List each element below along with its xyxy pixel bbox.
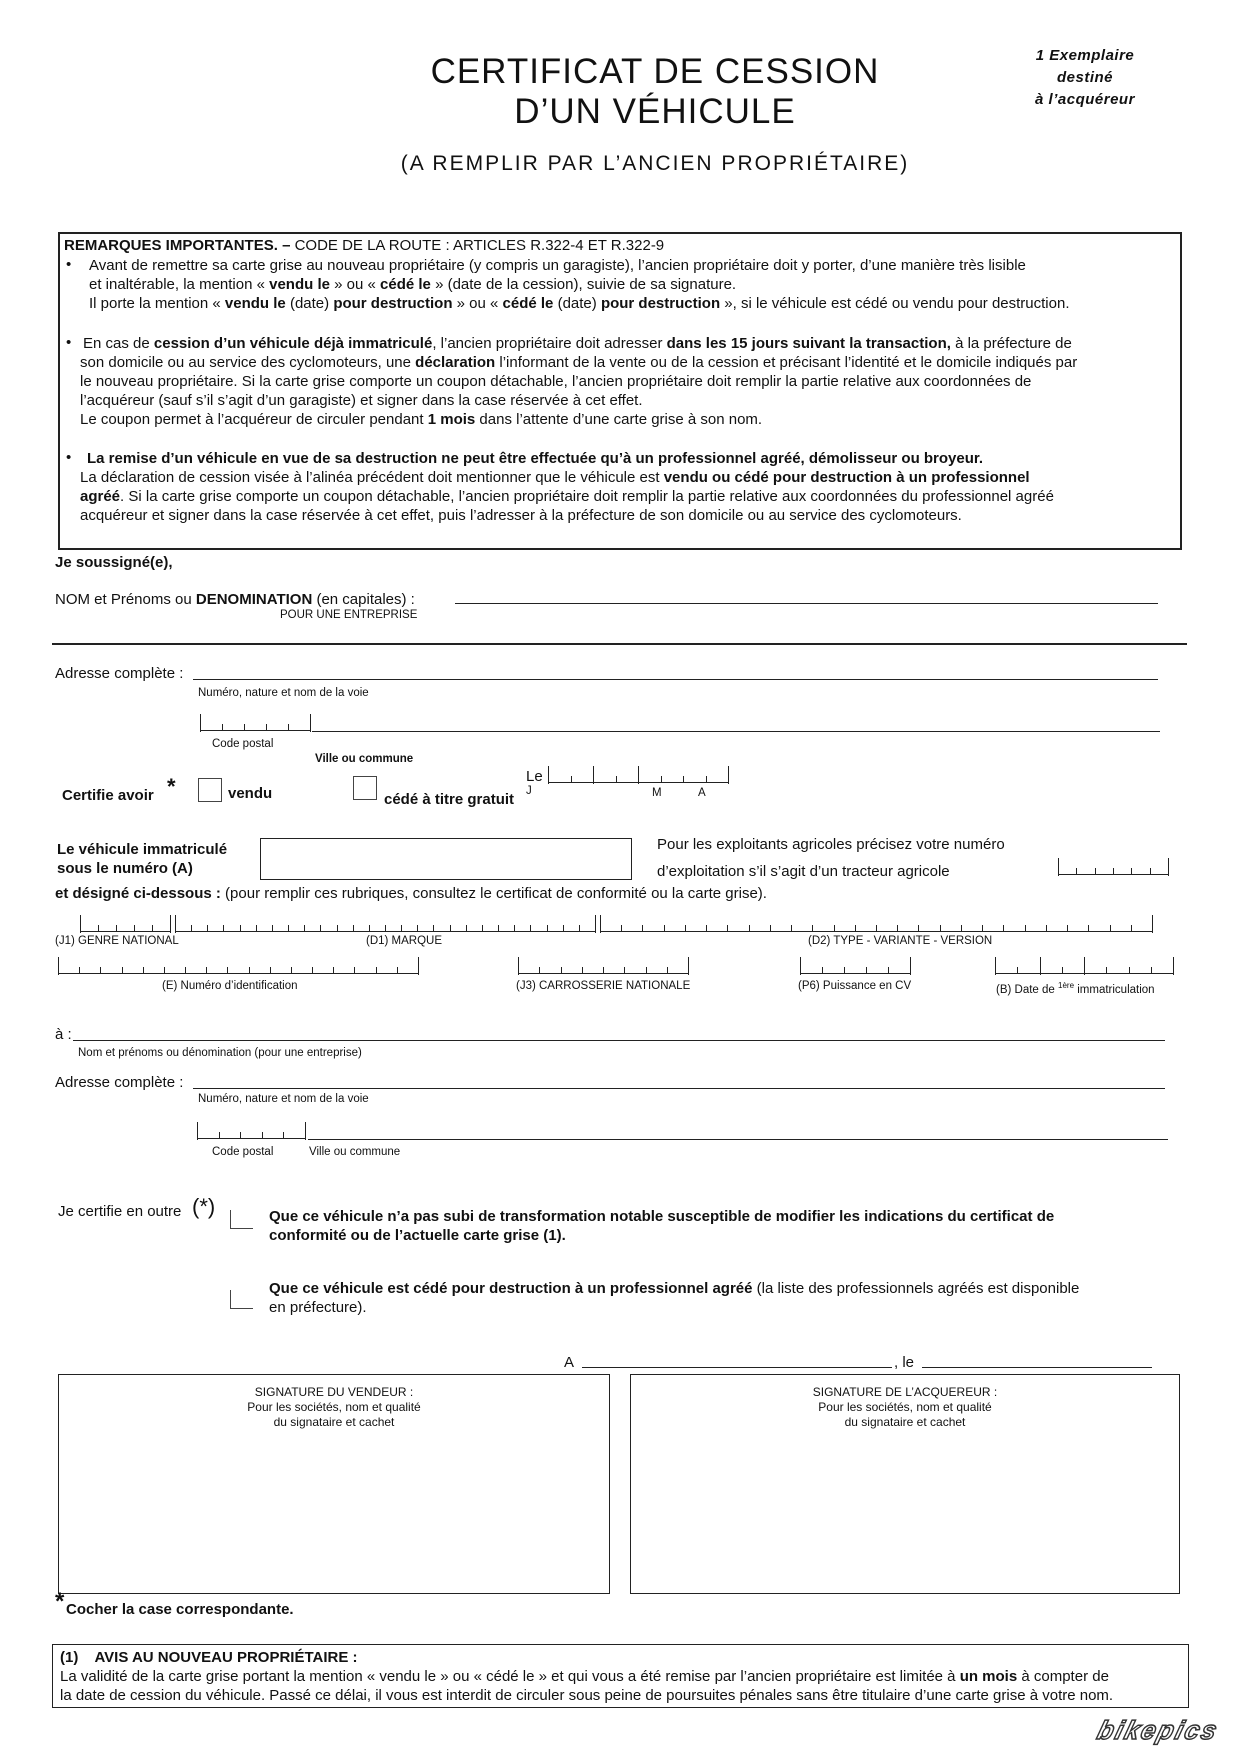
comb-tick [1076,868,1077,874]
comb-tick [100,967,101,973]
comb-tick [320,925,321,931]
comb-tick [530,925,531,931]
comb-tick [206,967,207,973]
comb-tick [98,925,99,931]
registration-number-field[interactable] [260,838,632,880]
comb-tick [288,925,289,931]
comb-tick [134,925,135,931]
comb-tick [240,925,241,931]
remark-2-line-5: Le coupon permet à l’acquéreur de circuler pendant 1 mois dans l’attente d’une carte grise à son nom. [80,411,763,428]
comb-edge [595,915,596,933]
buyer-address-label: Adresse complète : [55,1074,184,1091]
comb-tick [291,967,292,973]
cede-label: cédé à titre gratuit [384,791,515,808]
bullet-2: • [66,334,72,351]
seller-voie-hint: Numéro, nature et nom de la voie [198,687,369,699]
d1-label: (D1) MARQUE [366,935,443,947]
comb-tick [244,724,245,730]
comb-edge [170,915,171,933]
asterisk-mark: * [167,774,176,799]
designe-label: et désigné ci-dessous : (pour remplir ces rubriques, consultez le certificat de conformité ou la carte grise). [55,885,767,902]
section-divider [52,643,1187,645]
type-variante-version-field[interactable] [600,915,1152,933]
comb-tick [749,925,750,931]
signature-place-field[interactable] [582,1367,892,1368]
remark-1-line-2: et inaltérable, la mention « vendu le » ou « cédé le » (date de la cession), suivie de sa signature. [89,276,737,293]
signature-place-label: A [564,1354,575,1371]
comb-tick [417,925,418,931]
marque-field[interactable] [175,915,595,933]
comb-tick [621,925,622,931]
footer-asterisk: * [55,1588,65,1615]
comb-tick [646,967,647,973]
comb-tick [266,724,267,730]
remark-3-line-2: La déclaration de cession visée à l’alinéa précédent doit mentionner que le véhicule est vendu ou cédé pour destruction à un professionnel [80,469,1030,486]
remark-2-line-2: son domicile ou au service des cyclomoteurs, une déclaration l’informant de la vente ou de la cession et précisant l’identité et le domicile indiqués par [80,354,1078,371]
seller-signature-hint-2: du signataire et cachet [273,1415,395,1429]
comb-tick [683,776,684,782]
outre-asterisk-mark: (*) [192,1194,216,1219]
destruction-line-2: en préfecture). [269,1299,367,1316]
comb-tick [222,724,223,730]
comb-tick [283,1132,284,1138]
page-subtitle: (A REMPLIR PAR L’ANCIEN PROPRIÉTAIRE) [400,152,910,175]
comb-edge [1084,957,1085,975]
comb-tick [498,925,499,931]
comb-tick [579,925,580,931]
comb-edge [593,766,594,784]
comb-tick [369,925,370,931]
comb-baseline [197,1122,305,1139]
date-j-label: J [526,785,532,797]
seller-address-label: Adresse complète : [55,665,184,682]
comb-tick [1095,868,1096,874]
no-transformation-line-2: conformité ou de l’actuelle carte grise (1). [269,1227,566,1244]
comb-tick [918,925,919,931]
comb-tick [844,967,845,973]
comb-tick [219,1132,220,1138]
bullet-3: • [66,449,72,466]
remark-3-line-3: agréé. Si la carte grise comporte un coupon détachable, l’ancien propriétaire doit remplir la partie relative aux coordonnées du professionnel agréé [80,488,1054,505]
comb-tick [143,967,144,973]
comb-edge [518,957,519,975]
comb-tick [385,925,386,931]
comb-edge [175,915,176,933]
comb-edge [600,915,601,933]
comb-edge [1168,858,1169,876]
comb-tick [616,776,617,782]
remark-2-line-4: l’acquéreur (sauf s’il s’agit d’un garagiste) et signer dans la case réservée à cet effet. [80,392,643,409]
remarks-heading-bold: REMARQUES IMPORTANTES. – [64,237,291,254]
agri-note-line-2: d’exploitation s’il s’agit d’un tracteur agricole [657,863,950,880]
avis-line-1: La validité de la carte grise portant la mention « vendu le » ou « cédé le » et qui vous a été remise par l’ancien propriétaire est limitée à un mois à compter de [60,1668,1109,1685]
pour-entreprise-hint: POUR UNE ENTREPRISE [280,609,418,621]
remark-3-line-1: La remise d’un véhicule en vue de sa destruction ne peut être effectuée qu’à un professionnel agréé, démolisseur ou broyeur. [87,450,984,467]
remark-3-line-4: acquéreur et signer dans la case réservée à cet effet, puis l’adresser à la préfecture de son domicile ou au service des cyclomoteurs. [80,507,962,524]
comb-baseline [800,957,910,974]
comb-tick [333,967,334,973]
comb-edge [200,714,201,732]
b-label: (B) Date de $^{1ère}$ immatriculation [996,981,1155,996]
no-transformation-line-1: Que ce véhicule n’a pas subi de transformation notable susceptible de modifier les indications du certificat de [269,1208,1055,1225]
buyer-a-label: à : [55,1026,72,1043]
comb-tick [791,925,792,931]
avis-heading: (1) AVIS AU NOUVEAU PROPRIÉTAIRE : [60,1649,358,1666]
remark-2-line-1: En cas de cession d’un véhicule déjà immatriculé, l’ancien propriétaire doit adresser dans les 15 jours suivant la transaction, à la préfecture de [83,335,1072,352]
comb-tick [982,925,983,931]
comb-tick [547,925,548,931]
comb-tick [1106,967,1107,973]
comb-tick [240,1132,241,1138]
date-m-label: M [652,787,662,799]
comb-tick [940,925,941,931]
genre-national-field[interactable] [80,915,170,933]
exemplaire-line-1: 1 Exemplaire [1035,47,1135,64]
buyer-address-field[interactable] [193,1088,1165,1089]
buyer-name-field[interactable] [73,1040,1165,1041]
exemplaire-line-3: à l’acquéreur [1035,91,1135,108]
comb-tick [272,925,273,931]
comb-tick [1046,925,1047,931]
comb-tick [152,925,153,931]
comb-baseline [200,714,310,731]
comb-edge [688,957,689,975]
je-soussigne-label: Je soussigné(e), [55,554,173,571]
comb-tick [191,925,192,931]
comb-tick [207,925,208,931]
comb-tick [466,925,467,931]
comb-tick [116,925,117,931]
comb-tick [706,776,707,782]
comb-tick [401,925,402,931]
comb-tick [812,925,813,931]
comb-tick [727,925,728,931]
buyer-postal-code-field[interactable] [197,1122,305,1140]
seller-signature-box[interactable] [58,1374,610,1594]
comb-tick [353,925,354,931]
comb-tick [706,925,707,931]
comb-edge [80,915,81,933]
comb-edge [800,957,801,975]
comb-edge [1152,915,1153,933]
comb-tick [433,925,434,931]
e-label: (E) Numéro d’identification [162,980,298,992]
comb-tick [642,925,643,931]
comb-tick [582,967,583,973]
copy-destination-note [1005,45,1165,111]
j3-label: (J3) CARROSSERIE NATIONALE [516,980,691,992]
seller-address-field[interactable] [193,679,1158,680]
immat-label-line-2: sous le numéro (A) [57,860,193,877]
comb-tick [1113,868,1114,874]
comb-tick [1003,925,1004,931]
signature-date-label: , le [894,1354,915,1371]
buyer-city-field[interactable] [308,1139,1168,1140]
seller-signature-hint-1: Pour les sociétés, nom et qualité [247,1400,421,1414]
comb-tick [397,967,398,973]
destruction-line-1: Que ce véhicule est cédé pour destruction à un professionnel agréé (la liste des professionnels agréés est disponible [269,1280,1080,1297]
comb-tick [249,967,250,973]
comb-tick [164,967,165,973]
comb-edge [728,766,729,784]
comb-tick [539,967,540,973]
agri-note-line-1: Pour les exploitants agricoles précisez votre numéro [657,836,1005,853]
vendu-label: vendu [228,785,273,802]
p6-label: (P6) Puissance en CV [798,980,912,992]
exemplaire-line-2: destiné [1056,69,1113,86]
comb-tick [337,925,338,931]
remark-2-line-3: le nouveau propriétaire. Si la carte grise comporte un coupon détachable, l’ancien propriétaire doit remplir la partie relative aux coordonnées de [80,373,1032,390]
comb-edge [1058,858,1059,876]
seller-postal-code-field[interactable] [200,714,310,732]
seller-city-field[interactable] [312,731,1160,732]
comb-tick [822,967,823,973]
destruction-checkbox[interactable] [230,1290,253,1309]
comb-tick [1131,868,1132,874]
comb-tick [223,925,224,931]
comb-edge [1040,957,1041,975]
comb-edge [310,714,311,732]
comb-edge [1173,957,1174,975]
comb-tick [1025,925,1026,931]
certifie-outre-label: Je certifie en outre [58,1203,182,1220]
agri-number-field[interactable] [1058,858,1168,876]
comb-baseline [80,915,170,932]
comb-tick [664,925,665,931]
seller-signature-title: SIGNATURE DU VENDEUR : [254,1385,414,1399]
comb-tick [1088,925,1089,931]
remarks-heading-rest: CODE DE LA ROUTE : ARTICLES R.322-4 ET R.322-9 [290,237,665,254]
remark-1-line-1: Avant de remettre sa carte grise au nouveau propriétaire (y compris un garagiste), l’ancien propriétaire doit y porter, d’une manière très lisible [89,257,1026,274]
comb-tick [1110,925,1111,931]
comb-edge [305,1122,306,1140]
puissance-field[interactable] [800,957,910,975]
comb-baseline [58,957,418,974]
comb-edge [548,766,549,784]
comb-tick [122,967,123,973]
carrosserie-field[interactable] [518,957,688,975]
comb-edge [995,957,996,975]
immat-label-line-1: Le véhicule immatriculé [57,841,228,858]
comb-tick [571,776,572,782]
comb-tick [770,925,771,931]
signature-date-field[interactable] [922,1367,1152,1368]
comb-tick [256,925,257,931]
comb-tick [450,925,451,931]
buyer-signature-hint-1: Pour les sociétés, nom et qualité [818,1400,992,1414]
comb-tick [304,925,305,931]
comb-tick [185,967,186,973]
comb-tick [563,925,564,931]
buyer-name-hint: Nom et prénoms ou dénomination (pour une entreprise) [78,1047,362,1059]
comb-edge [197,1122,198,1140]
comb-tick [312,967,313,973]
buyer-postal-code-label: Code postal [212,1146,274,1158]
seller-name-field[interactable] [455,603,1158,604]
comb-tick [876,925,877,931]
buyer-voie-hint: Numéro, nature et nom de la voie [198,1093,369,1105]
remarks-heading [64,236,664,255]
comb-tick [514,925,515,931]
comb-edge [418,957,419,975]
seller-postal-code-label: Code postal [212,738,274,750]
page-title [370,52,940,132]
comb-tick [270,967,271,973]
seller-city-label: Ville ou commune [315,753,414,765]
d2-label: (D2) TYPE - VARIANTE - VERSION [808,935,993,947]
bullet-1: • [66,256,72,273]
comb-tick [79,967,80,973]
comb-tick [1062,967,1063,973]
avis-line-2: la date de cession du véhicule. Passé ce délai, il vous est interdit de circuler sous peine de poursuites pénales sans être titulaire d’une carte grise à votre nom. [60,1687,1114,1704]
vin-field[interactable] [58,957,418,975]
no-transformation-checkbox[interactable] [230,1210,253,1229]
comb-tick [888,967,889,973]
comb-tick [1067,925,1068,931]
comb-tick [1150,868,1151,874]
watermark-logo: bikepics [1094,1715,1223,1745]
title-line-2: D’UN VÉHICULE [514,92,796,131]
comb-tick [561,967,562,973]
buyer-signature-title: SIGNATURE DE L’ACQUEREUR : [812,1385,998,1399]
j1-label: (J1) GENRE NATIONAL [55,935,179,947]
comb-tick [667,967,668,973]
title-line-1: CERTIFICAT DE CESSION [430,52,880,91]
comb-tick [685,925,686,931]
buyer-signature-box[interactable] [630,1374,1180,1594]
comb-tick [1151,967,1152,973]
certifie-avoir-label: Certifie avoir [62,787,154,804]
comb-edge [58,957,59,975]
vendu-checkbox[interactable] [198,778,222,802]
cession-date-field[interactable] [548,766,728,784]
date-a-label: A [698,787,706,799]
buyer-city-label: Ville ou commune [309,1146,401,1158]
comb-tick [482,925,483,931]
cocher-note: Cocher la case correspondante. [66,1601,294,1618]
cede-checkbox[interactable] [353,776,377,800]
first-registration-date-field[interactable] [995,957,1173,975]
comb-tick [603,967,604,973]
comb-tick [354,967,355,973]
comb-edge [638,766,639,784]
comb-tick [288,724,289,730]
seller-name-label: NOM et Prénoms ou DENOMINATION (en capitales) : [55,591,415,608]
remark-1-line-3: Il porte la mention « vendu le (date) pour destruction » ou « cédé le (date) pour destruction », si le véhicule est cédé ou vendu pour destruction. [89,295,1070,312]
comb-tick [855,925,856,931]
date-le-label: Le [526,768,543,785]
comb-tick [262,1132,263,1138]
comb-tick [897,925,898,931]
comb-tick [866,967,867,973]
comb-tick [227,967,228,973]
comb-tick [1129,967,1130,973]
comb-edge [910,957,911,975]
comb-tick [376,967,377,973]
comb-tick [834,925,835,931]
comb-tick [961,925,962,931]
comb-tick [624,967,625,973]
comb-tick [1017,967,1018,973]
comb-tick [661,776,662,782]
buyer-signature-hint-2: du signataire et cachet [844,1415,966,1429]
comb-tick [1131,925,1132,931]
